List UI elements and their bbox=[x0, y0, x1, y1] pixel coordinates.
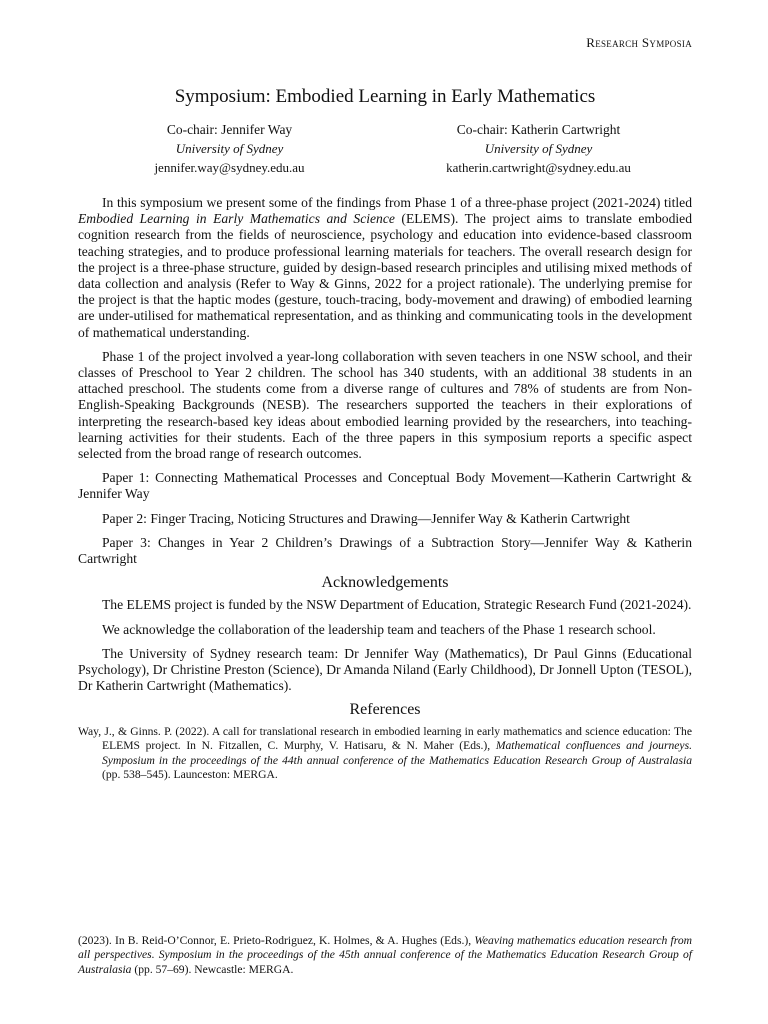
co-chair-1-name: Co-chair: Jennifer Way bbox=[166, 122, 293, 137]
intro-paragraph-1: In this symposium we present some of the findings from Phase 1 of a three-phase project (2021-2024) titled Embodied Learning in Early Mathematics and Science (ELEMS). The project aims to translate embodied cognition research from the fields of neuroscience, psychology and education into evidence-based classroom teaching strategies, and to produce professional learning materials for teachers. The overall research design for the project is a three-phase structure, guided by design-based research principles and utilising mixed methods of data collection and analysis (Refer to Way & Ginns, 2022 for a project rationale). The underlying premise for the project is that the haptic modes (gesture, touch-tracing, body-movement and drawing) of embodied learning are under-utilised for mathematical representation, and as thinking and communicating tools in the development of mathematical understanding. bbox=[78, 195, 692, 340]
project-title: Embodied Learning in Early Mathematics and Science bbox=[78, 211, 395, 227]
co-chair-1 bbox=[76, 120, 383, 177]
ack-paragraph-2: We acknowledge the collaboration of the leadership team and teachers of the Phase 1 research school. bbox=[102, 621, 656, 637]
paper-1-entry: Paper 1: Connecting Mathematical Processes and Conceptual Body Movement—Katherin Cartwright & Jennifer Way bbox=[78, 470, 692, 502]
main-body bbox=[78, 195, 692, 782]
references-heading: References bbox=[349, 701, 421, 719]
intro-paragraph-2: Phase 1 of the project involved a year-long collaboration with seven teachers in one NSW school, and their classes of Preschool to Year 2 children. The school has 340 students, with an additional 38 students in an attached preschool. The students come from a diverse range of cultures and 78% of students are from Non-English-Speaking Backgrounds (NESB). The researchers supported the teachers in their explorations of interpreting the research-based key ideas about embodied learning provided by the researchers, into teaching-learning activities for their students. Each of the three papers in this symposium reports a specific aspect selected from the broad range of research outcomes. bbox=[78, 348, 692, 462]
paper-3-entry: Paper 3: Changes in Year 2 Children’s Drawings of a Subtraction Story—Jennifer Way & Katherin Cartwright bbox=[78, 534, 692, 567]
ack-paragraph-3: The University of Sydney research team: Dr Jennifer Way (Mathematics), Dr Paul Ginns (Educational Psychology), Dr Christine Preston (Science), Dr Amanda Niland (Early Childhood), Dr Jonnell Upton (TESOL), Dr Katherin Cartwright (Mathematics). bbox=[78, 645, 692, 694]
co-chair-2-affiliation: University of Sydney bbox=[484, 141, 593, 156]
reference-item: Way, J., & Ginns. P. (2022). A call for translational research in embodied learning in early mathematics and science education: The ELEMS project. In N. Fitzallen, C. Murphy, V. Hatisaru, & N. Maher (Eds.), Mathematical confluences and journeys. Symposium in the proceedings of the 44th annual conference of the Mathematics Education Research Group of Australasia (pp. 538–545). Launceston: MERGA. bbox=[78, 724, 692, 781]
footnote-reference: (2023). In B. Reid-O’Connor, E. Prieto-Rodriguez, K. Holmes, & A. Hughes (Eds.), Weaving mathematics education research from all perspectives. Symposium in the proceedings of the 45th annual conference of the Mathematics Education Research Group of Australasia (pp. 57–69). Newcastle: MERGA. bbox=[78, 934, 692, 976]
co-chair-1-affiliation: University of Sydney bbox=[175, 141, 284, 156]
co-chair-2-email: katherin.cartwright@sydney.edu.au bbox=[446, 160, 631, 175]
paper-2-entry: Paper 2: Finger Tracing, Noticing Structures and Drawing—Jennifer Way & Katherin Cartwright bbox=[102, 510, 630, 526]
co-chair-1-email: jennifer.way@sydney.edu.au bbox=[154, 160, 305, 175]
ack-paragraph-1: The ELEMS project is funded by the NSW Department of Education, Strategic Research Fund (2021-2024). bbox=[102, 597, 692, 613]
acknowledgements-heading: Acknowledgements bbox=[321, 574, 449, 592]
symposium-title: Symposium: Embodied Learning in Early Mathematics bbox=[174, 86, 596, 107]
co-chair-2 bbox=[385, 120, 692, 177]
reference-list bbox=[78, 725, 692, 783]
co-chair-2-name: Co-chair: Katherin Cartwright bbox=[456, 122, 621, 137]
running-header: Research Symposia bbox=[586, 35, 692, 50]
